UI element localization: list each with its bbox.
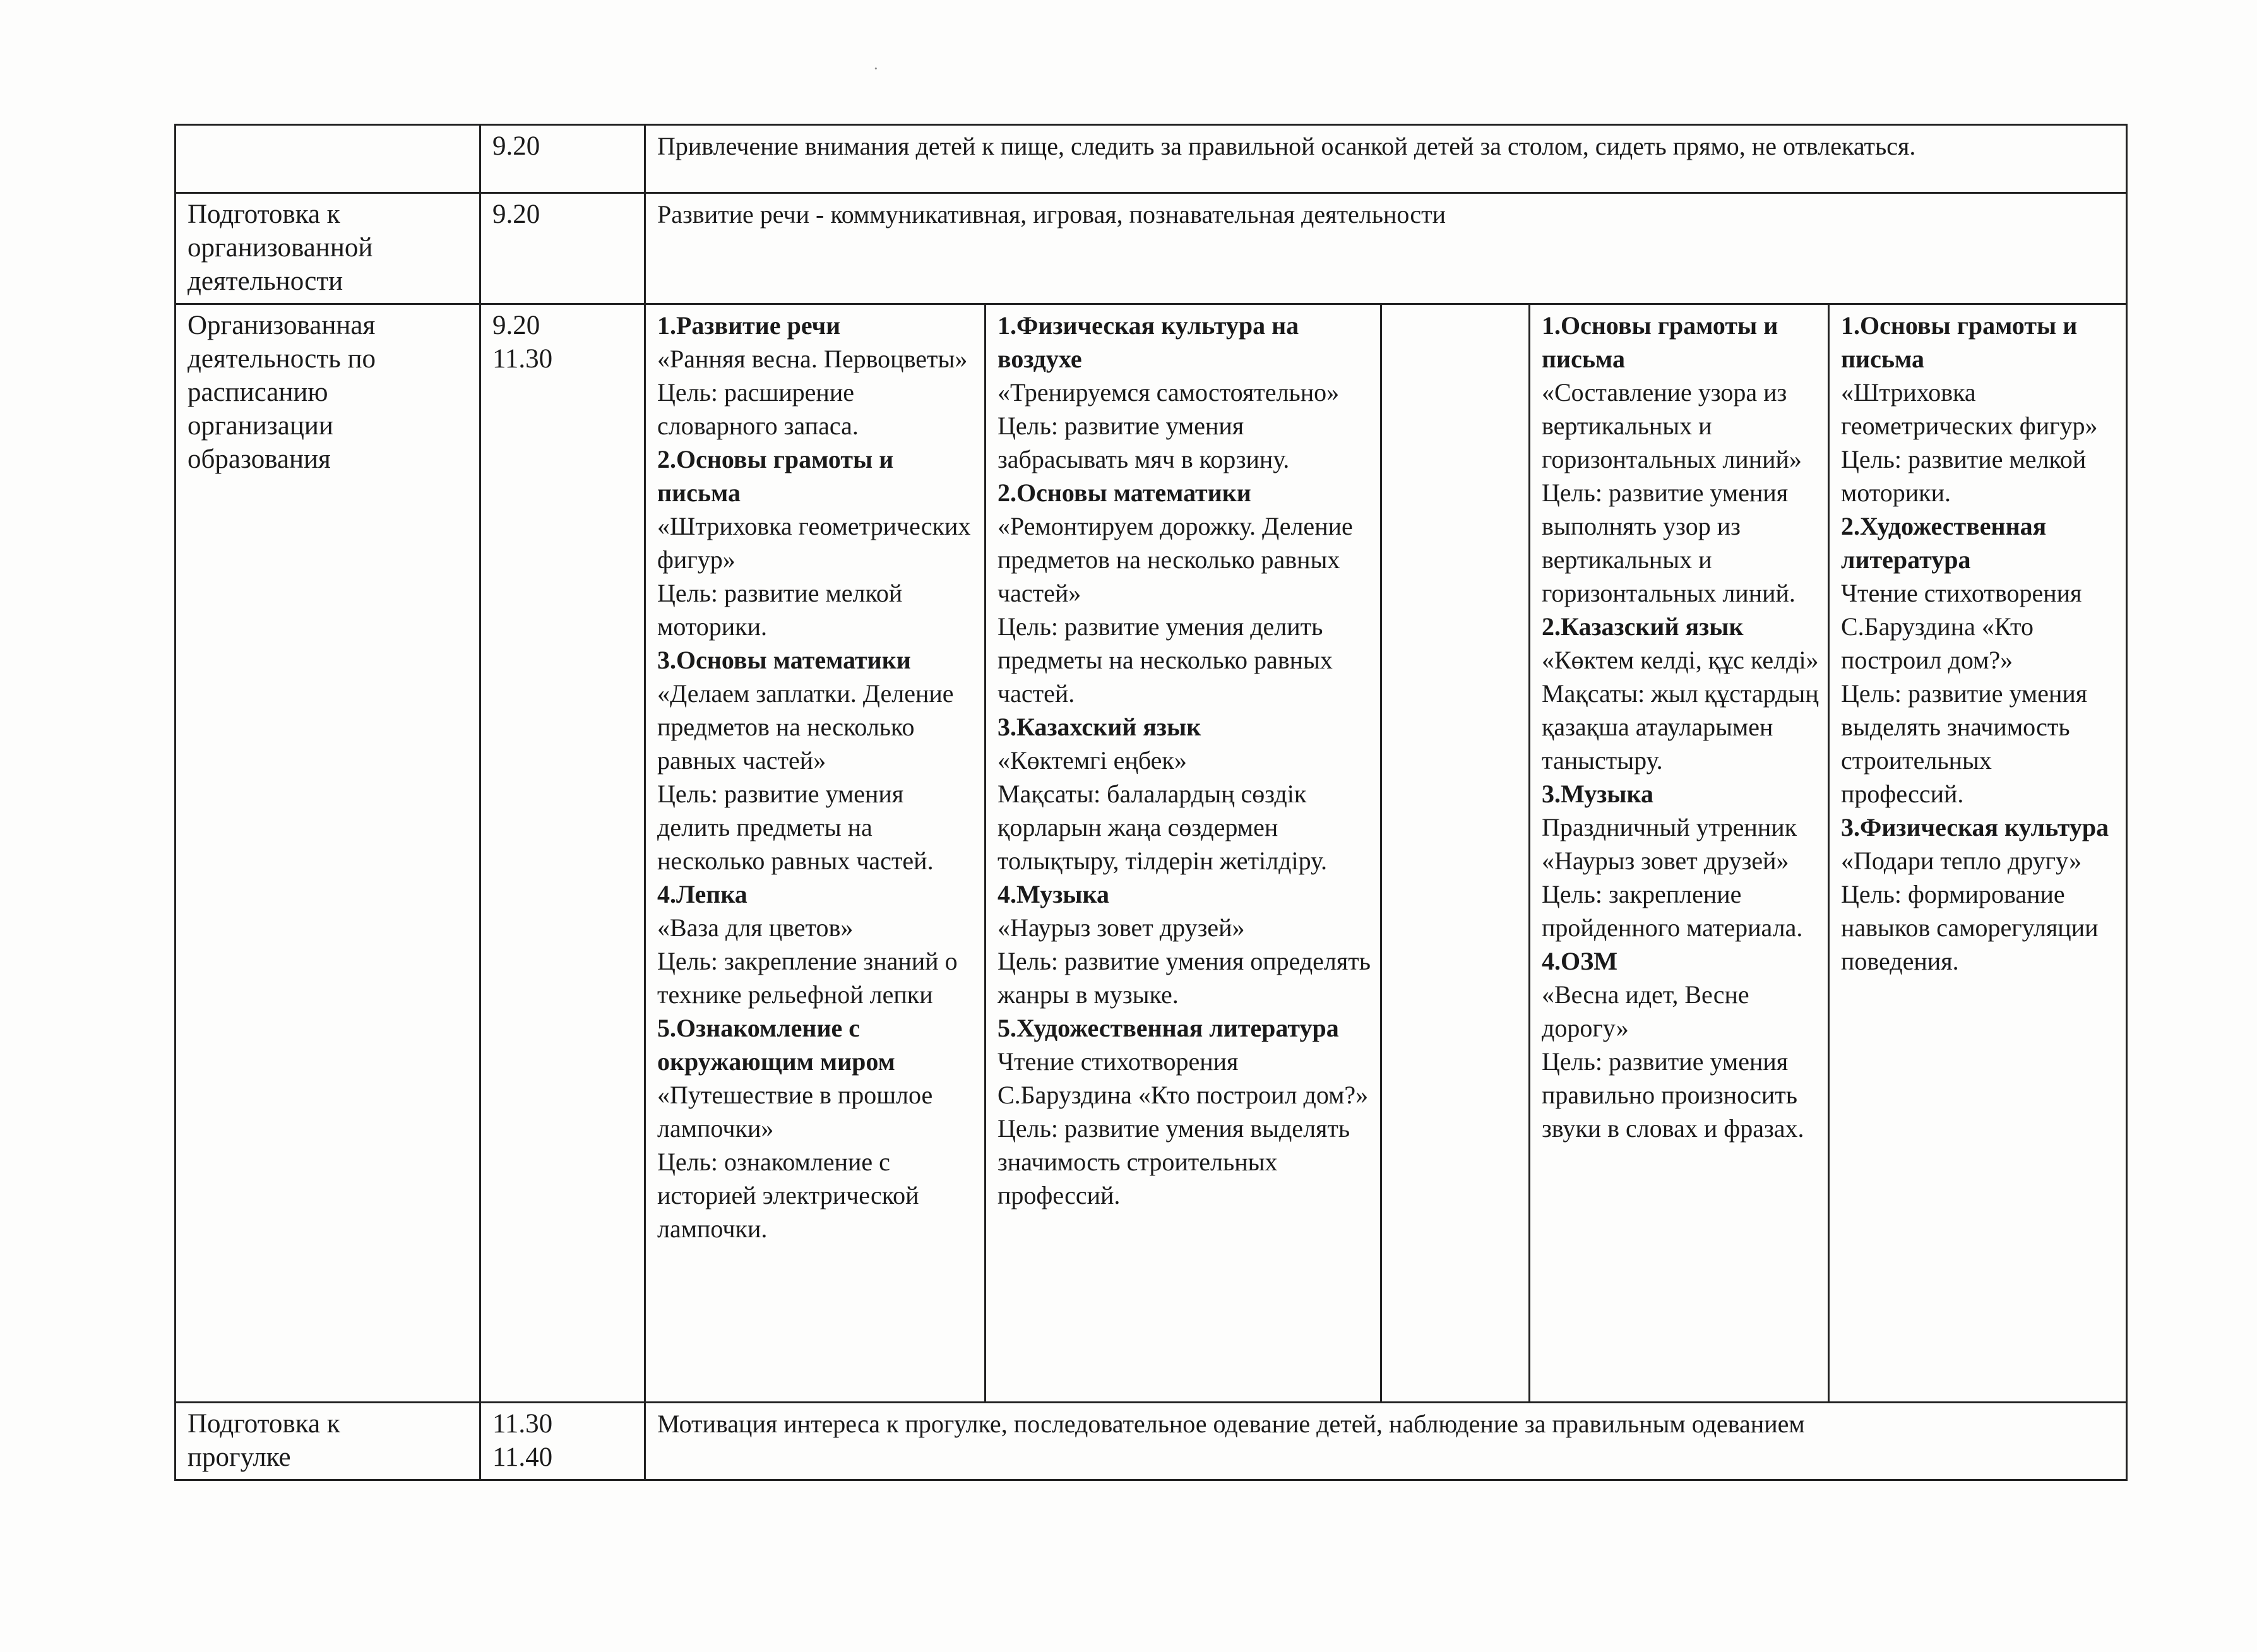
day-cell-2: 1.Физическая культура на воздухе «Тренируемся самостоятельно» Цель: развитие умения забрасывать мяч в корзину. 2.Основы математики «Ремонтируем дорожку. Деление предметов на несколько равных частей» Цель: развитие умения делить предметы на несколько равных частей. 3.Казахский язык «Көктемгі еңбек» Мақсаты: балалардың сөздік қорларын жаңа сөздермен толықтыру, тілдерін жетілдіру. 4.Музыка «Наурыз зовет друзей» Цель: развитие умения определять жанры в музыке. 5.Художественная литература Чтение стихотворения С.Баруздина «Кто построил дом?» Цель: развитие умения выделять значимость строительных профессий. xyxy=(986,304,1381,1403)
description-cell: Мотивация интереса к прогулке, последовательное одевание детей, наблюдение за правильным одеванием xyxy=(645,1403,2127,1480)
time-cell: 9.20 xyxy=(480,193,645,304)
time-cell: 9.20 xyxy=(480,125,645,193)
time-cell: 11.30 11.40 xyxy=(480,1403,645,1480)
table-row xyxy=(176,193,2127,304)
day-cell-5: 1.Основы грамоты и письма «Штриховка геометрических фигур» Цель: развитие мелкой моторики. 2.Художественная литература Чтение стихотворения С.Баруздина «Кто построил дом?» Цель: развитие умения выделять значимость строительных профессий. 3.Физическая культура «Подари тепло другу» Цель: формирование навыков саморегуляции поведения. xyxy=(1829,304,2127,1403)
day-cell-3-empty xyxy=(1381,304,1530,1403)
table-row xyxy=(176,304,2127,1403)
description-cell: Привлечение внимания детей к пище, следить за правильной осанкой детей за столом, сидеть прямо, не отвлекаться. xyxy=(645,125,2127,193)
day-cell-1: 1.Развитие речи «Ранняя весна. Первоцветы» Цель: расширение словарного запаса. 2.Основы грамоты и письма «Штриховка геометрических фигур» Цель: развитие мелкой моторики. 3.Основы математики «Делаем заплатки. Деление предметов на несколько равных частей» Цель: развитие умения делить предметы на несколько равных частей. 4.Лепка «Ваза для цветов» Цель: закрепление знаний о технике рельефной лепки 5.Ознакомление с окружающим миром «Путешествие в прошлое лампочки» Цель: ознакомление с историей электрической лампочки. xyxy=(645,304,986,1403)
section-cell: Подготовка к организованной деятельности xyxy=(176,193,480,304)
time-cell: 9.20 11.30 xyxy=(480,304,645,1403)
table-row xyxy=(176,1403,2127,1480)
section-cell: Подготовка к прогулке xyxy=(176,1403,480,1480)
schedule-table xyxy=(174,124,2128,1481)
section-cell xyxy=(176,125,480,193)
table-row xyxy=(176,125,2127,193)
description-cell: Развитие речи - коммуникативная, игровая, познавательная деятельности xyxy=(645,193,2127,304)
scan-speck: · xyxy=(873,59,879,78)
day-cell-4: 1.Основы грамоты и письма «Составление узора из вертикальных и горизонтальных линий» Цель: развитие умения выполнять узор из вертикальных и горизонтальных линий. 2.Казазский язык «Көктем келді, құс келді» Мақсаты: жыл құстардың қазақша атауларымен таныстыру. 3.Музыка Праздничный утренник «Наурыз зовет друзей» Цель: закрепление пройденного материала. 4.ОЗМ «Весна идет, Весне дорогу» Цель: развитие умения правильно произносить звуки в словах и фразах. xyxy=(1530,304,1829,1403)
section-cell: Организованная деятельность по расписанию организации образования xyxy=(176,304,480,1403)
